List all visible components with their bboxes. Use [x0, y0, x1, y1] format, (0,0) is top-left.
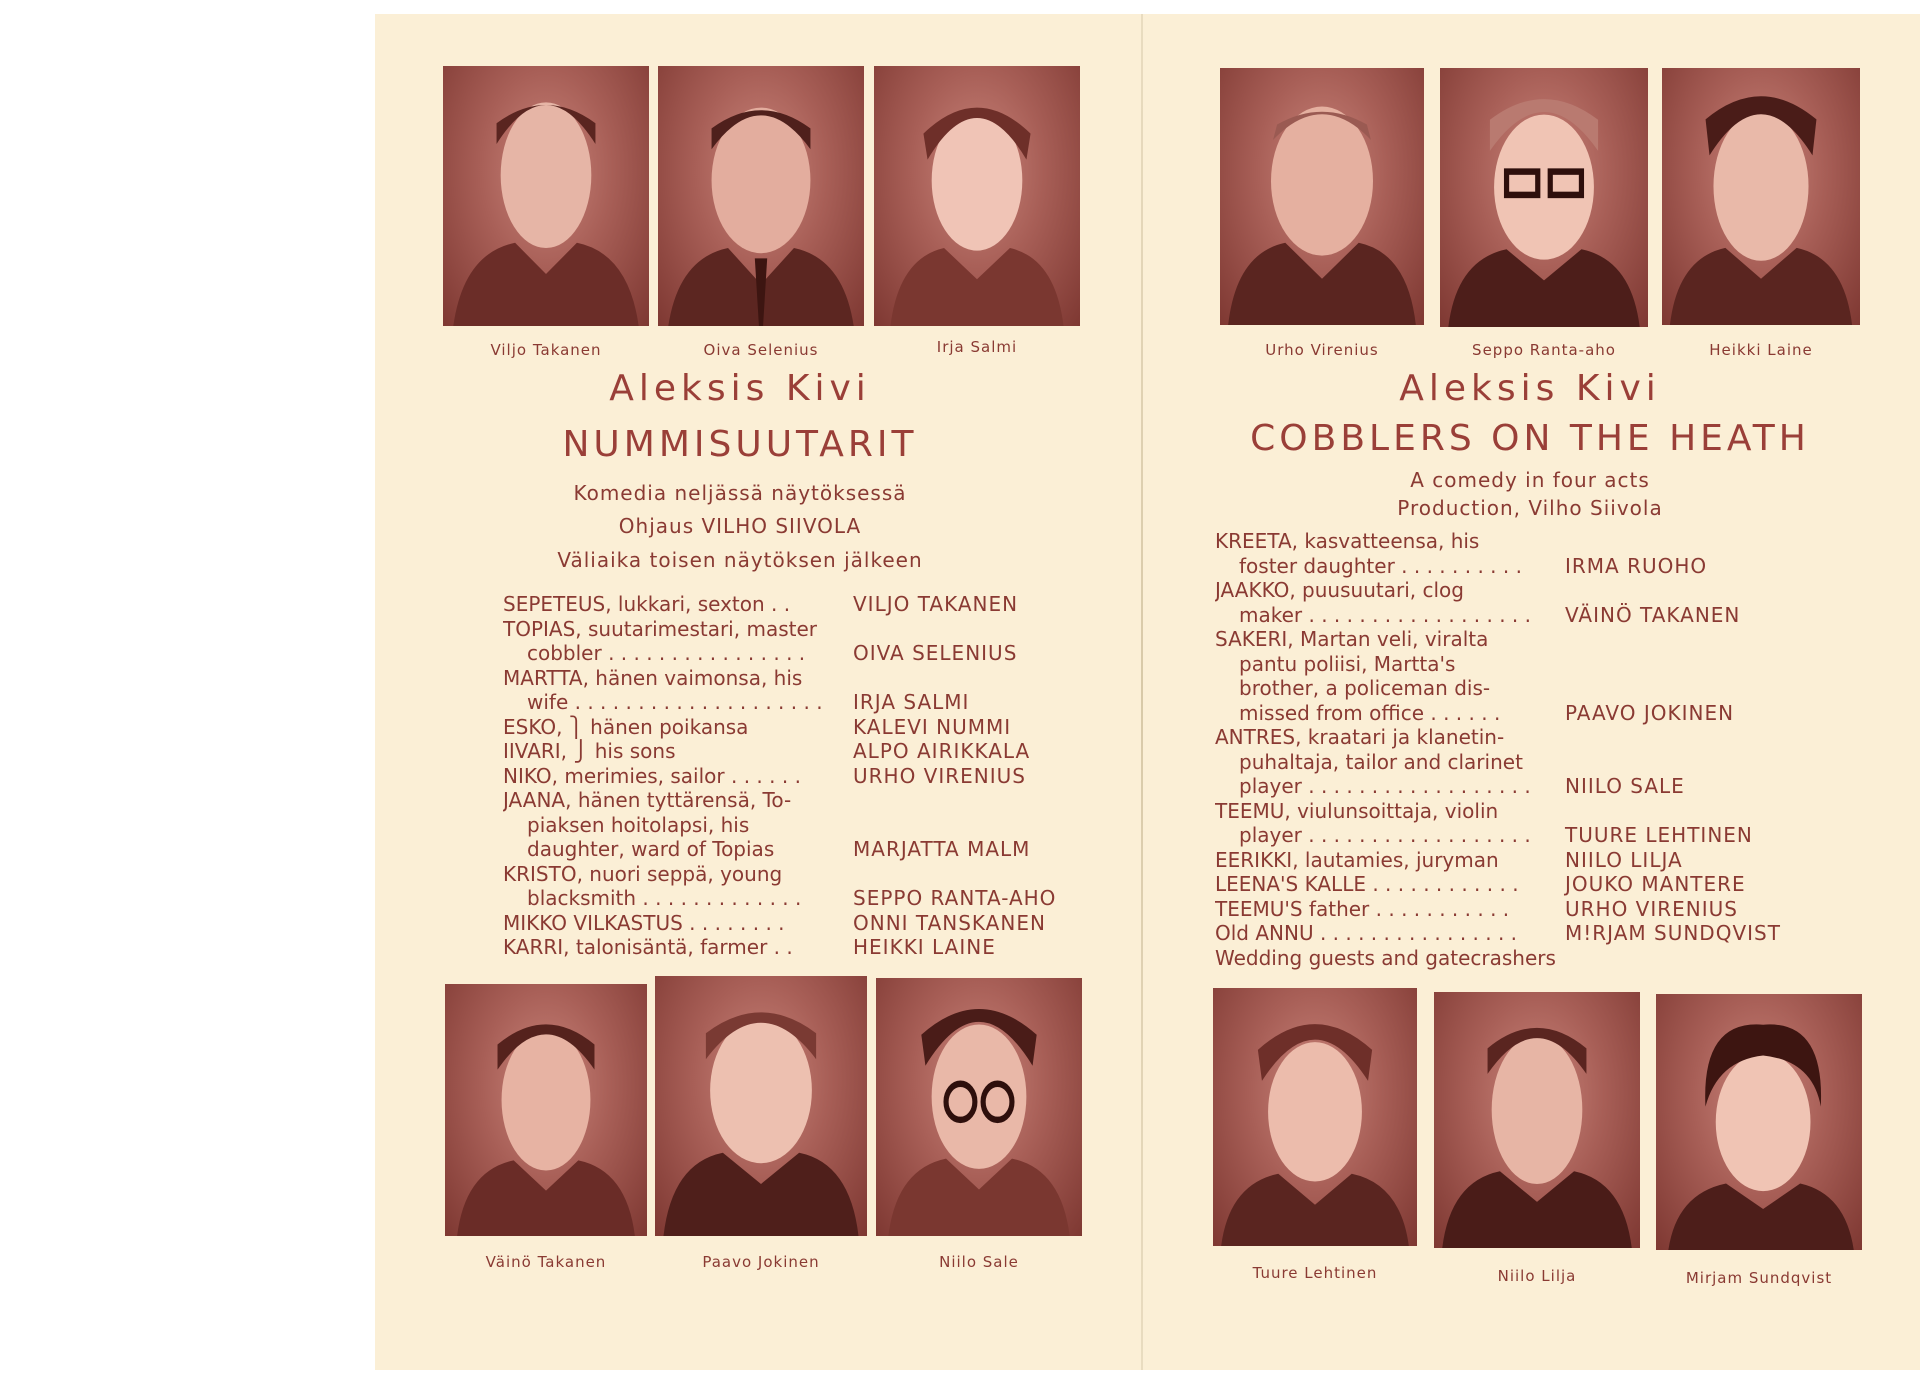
cast-row	[503, 764, 1073, 789]
portrait-photo	[1220, 68, 1424, 325]
cast-row	[503, 788, 1073, 813]
cast-row	[503, 592, 1073, 617]
cast-role: player . . . . . . . . . . . . . . . . . .	[1239, 774, 1531, 798]
director-line: Ohjaus VILHO SIIVOLA	[618, 514, 862, 538]
cast-row	[1215, 554, 1825, 579]
cast-row	[503, 739, 1073, 764]
cast-role: EERIKKI, lautamies, juryman	[1215, 847, 1499, 872]
cast-role: JAAKKO, puusuutari, clog	[1215, 578, 1464, 602]
cast-role: MIKKO VILKASTUS . . . . . . . .	[503, 910, 785, 935]
photo-caption: Irja Salmi	[936, 338, 1018, 356]
cast-row	[1215, 627, 1825, 652]
cast-actor: ONNI TANSKANEN	[853, 910, 1046, 935]
cast-actor: M!RJAM SUNDQVIST	[1565, 921, 1781, 945]
cast-list	[1215, 529, 1825, 970]
cast-row	[1215, 578, 1825, 603]
cast-actor: SEPPO RANTA-AHO	[853, 886, 1057, 910]
cast-list	[503, 592, 1073, 960]
cast-role: IIVARI, ⎭ his sons	[503, 739, 676, 763]
cast-role: puhaltaja, tailor and clarinet	[1239, 749, 1523, 774]
cast-role: LEENA'S KALLE . . . . . . . . . . . .	[1215, 872, 1519, 896]
portrait-photo	[874, 66, 1080, 326]
photo-caption: Niilo Sale	[939, 1253, 1019, 1271]
cast-row	[1215, 701, 1825, 726]
cast-role: SAKERI, Martan veli, viralta	[1215, 627, 1489, 651]
play-title: COBBLERS ON THE HEATH	[1250, 418, 1810, 459]
play-subtitle: A comedy in four acts	[1410, 468, 1650, 492]
cast-role: KRISTO, nuori seppä, young	[503, 861, 783, 886]
cast-role: TOPIAS, suutarimestari, master	[503, 616, 817, 641]
cast-role: ESKO, ⎫ hänen poikansa	[503, 714, 749, 739]
cast-row	[503, 690, 1073, 715]
cast-row	[1215, 529, 1825, 554]
cast-row	[1215, 823, 1825, 848]
cast-row	[503, 617, 1073, 642]
cast-actor: OIVA SELENIUS	[853, 641, 1018, 665]
portrait-photo	[1662, 68, 1860, 325]
cast-role: SEPETEUS, lukkari, sexton . .	[503, 592, 791, 616]
cast-role: missed from office . . . . . .	[1239, 700, 1501, 725]
cast-role: TEEMU'S father . . . . . . . . . . .	[1215, 896, 1510, 921]
cast-actor: URHO VIRENIUS	[1565, 896, 1738, 921]
cast-row	[1215, 799, 1825, 824]
portrait-photo	[1434, 992, 1640, 1248]
production-line: Production, Vilho Siivola	[1397, 496, 1663, 520]
photo-caption: Oiva Selenius	[703, 341, 819, 359]
cast-role: brother, a policeman dis-	[1239, 676, 1491, 700]
portrait-photo	[443, 66, 649, 326]
portrait-photo	[445, 984, 647, 1236]
cast-actor: VÄINÖ TAKANEN	[1565, 602, 1741, 627]
photo-caption: Heikki Laine	[1709, 341, 1813, 359]
portrait-photo	[1656, 994, 1862, 1250]
cast-row	[503, 862, 1073, 887]
cast-role: pantu poliisi, Martta's	[1239, 651, 1456, 676]
cast-actor: ALPO AIRIKKALA	[853, 739, 1031, 763]
author-title: Aleksis Kivi	[609, 368, 871, 409]
cast-row	[1215, 872, 1825, 897]
play-title: NUMMISUUTARIT	[562, 424, 918, 465]
cast-actor: NIILO SALE	[1565, 774, 1685, 798]
cast-role: daughter, ward of Topias	[527, 837, 775, 861]
cast-row	[1215, 774, 1825, 799]
cast-row	[1215, 921, 1825, 946]
cast-row	[503, 886, 1073, 911]
photo-caption: Tuure Lehtinen	[1252, 1264, 1378, 1282]
cast-actor: PAAVO JOKINEN	[1565, 700, 1735, 725]
cast-role: blacksmith . . . . . . . . . . . . .	[527, 886, 802, 910]
cast-row	[503, 837, 1073, 862]
cast-row	[1215, 750, 1825, 775]
cast-row	[503, 641, 1073, 666]
cast-role: ANTRES, kraatari ja klanetin-	[1215, 725, 1505, 749]
cast-actor: VILJO TAKANEN	[853, 592, 1019, 616]
photo-caption: Viljo Takanen	[490, 341, 602, 359]
cast-row	[503, 935, 1073, 960]
cast-row	[1215, 676, 1825, 701]
closing-line: Wedding guests and gatecrashers	[1215, 945, 1556, 970]
cast-role: piaksen hoitolapsi, his	[527, 812, 750, 837]
cast-actor: NIILO LILJA	[1565, 847, 1683, 872]
cast-row	[1215, 897, 1825, 922]
portrait-photo	[655, 976, 867, 1236]
portrait-photo	[1213, 988, 1417, 1246]
cast-role: JAANA, hänen tyttärensä, To-	[503, 788, 792, 812]
cast-actor: URHO VIRENIUS	[853, 763, 1026, 788]
cast-role: player . . . . . . . . . . . . . . . . . .	[1239, 823, 1531, 847]
intermission-line: Väliaika toisen näytöksen jälkeen	[557, 548, 923, 572]
cast-role: NIKO, merimies, sailor . . . . . .	[503, 763, 801, 788]
portrait-photo	[1440, 68, 1648, 327]
photo-caption: Paavo Jokinen	[702, 1253, 820, 1271]
photo-caption: Mirjam Sundqvist	[1685, 1269, 1833, 1287]
cast-role: KREETA, kasvatteensa, his	[1215, 529, 1480, 553]
cast-actor: JOUKO MANTERE	[1565, 872, 1746, 896]
cast-actor: MARJATTA MALM	[853, 837, 1031, 861]
photo-caption: Niilo Lilja	[1497, 1267, 1577, 1285]
play-subtitle: Komedia neljässä näytöksessä	[573, 481, 907, 505]
cast-role: wife . . . . . . . . . . . . . . . . . . . .	[527, 690, 823, 714]
cast-actor: KALEVI NUMMI	[853, 714, 1012, 739]
cast-row	[1215, 603, 1825, 628]
cast-actor: TUURE LEHTINEN	[1565, 823, 1753, 847]
cast-role: MARTTA, hänen vaimonsa, his	[503, 665, 803, 690]
cast-actor: IRMA RUOHO	[1565, 553, 1708, 578]
cast-row	[503, 715, 1073, 740]
cast-row	[1215, 652, 1825, 677]
cast-role: TEEMU, viulunsoittaja, violin	[1215, 798, 1499, 823]
page-fold	[1141, 14, 1143, 1370]
cast-row	[1215, 725, 1825, 750]
cast-role: maker . . . . . . . . . . . . . . . . . .	[1239, 602, 1532, 627]
cast-row	[1215, 848, 1825, 873]
cast-role: cobbler . . . . . . . . . . . . . . . .	[527, 641, 806, 665]
cast-actor: IRJA SALMI	[853, 690, 970, 714]
cast-actor: HEIKKI LAINE	[853, 935, 996, 959]
photo-caption: Väinö Takanen	[485, 1253, 607, 1271]
cast-role: foster daughter . . . . . . . . . .	[1239, 553, 1522, 578]
cast-role: KARRI, talonisäntä, farmer . .	[503, 935, 793, 959]
photo-caption: Urho Virenius	[1265, 341, 1379, 359]
author-title: Aleksis Kivi	[1399, 368, 1661, 409]
cast-role: Old ANNU . . . . . . . . . . . . . . . .	[1215, 921, 1518, 945]
portrait-photo	[876, 978, 1082, 1236]
cast-row	[503, 666, 1073, 691]
cast-row	[503, 813, 1073, 838]
portrait-photo	[658, 66, 864, 326]
cast-row	[503, 911, 1073, 936]
photo-caption: Seppo Ranta-aho	[1472, 341, 1616, 359]
